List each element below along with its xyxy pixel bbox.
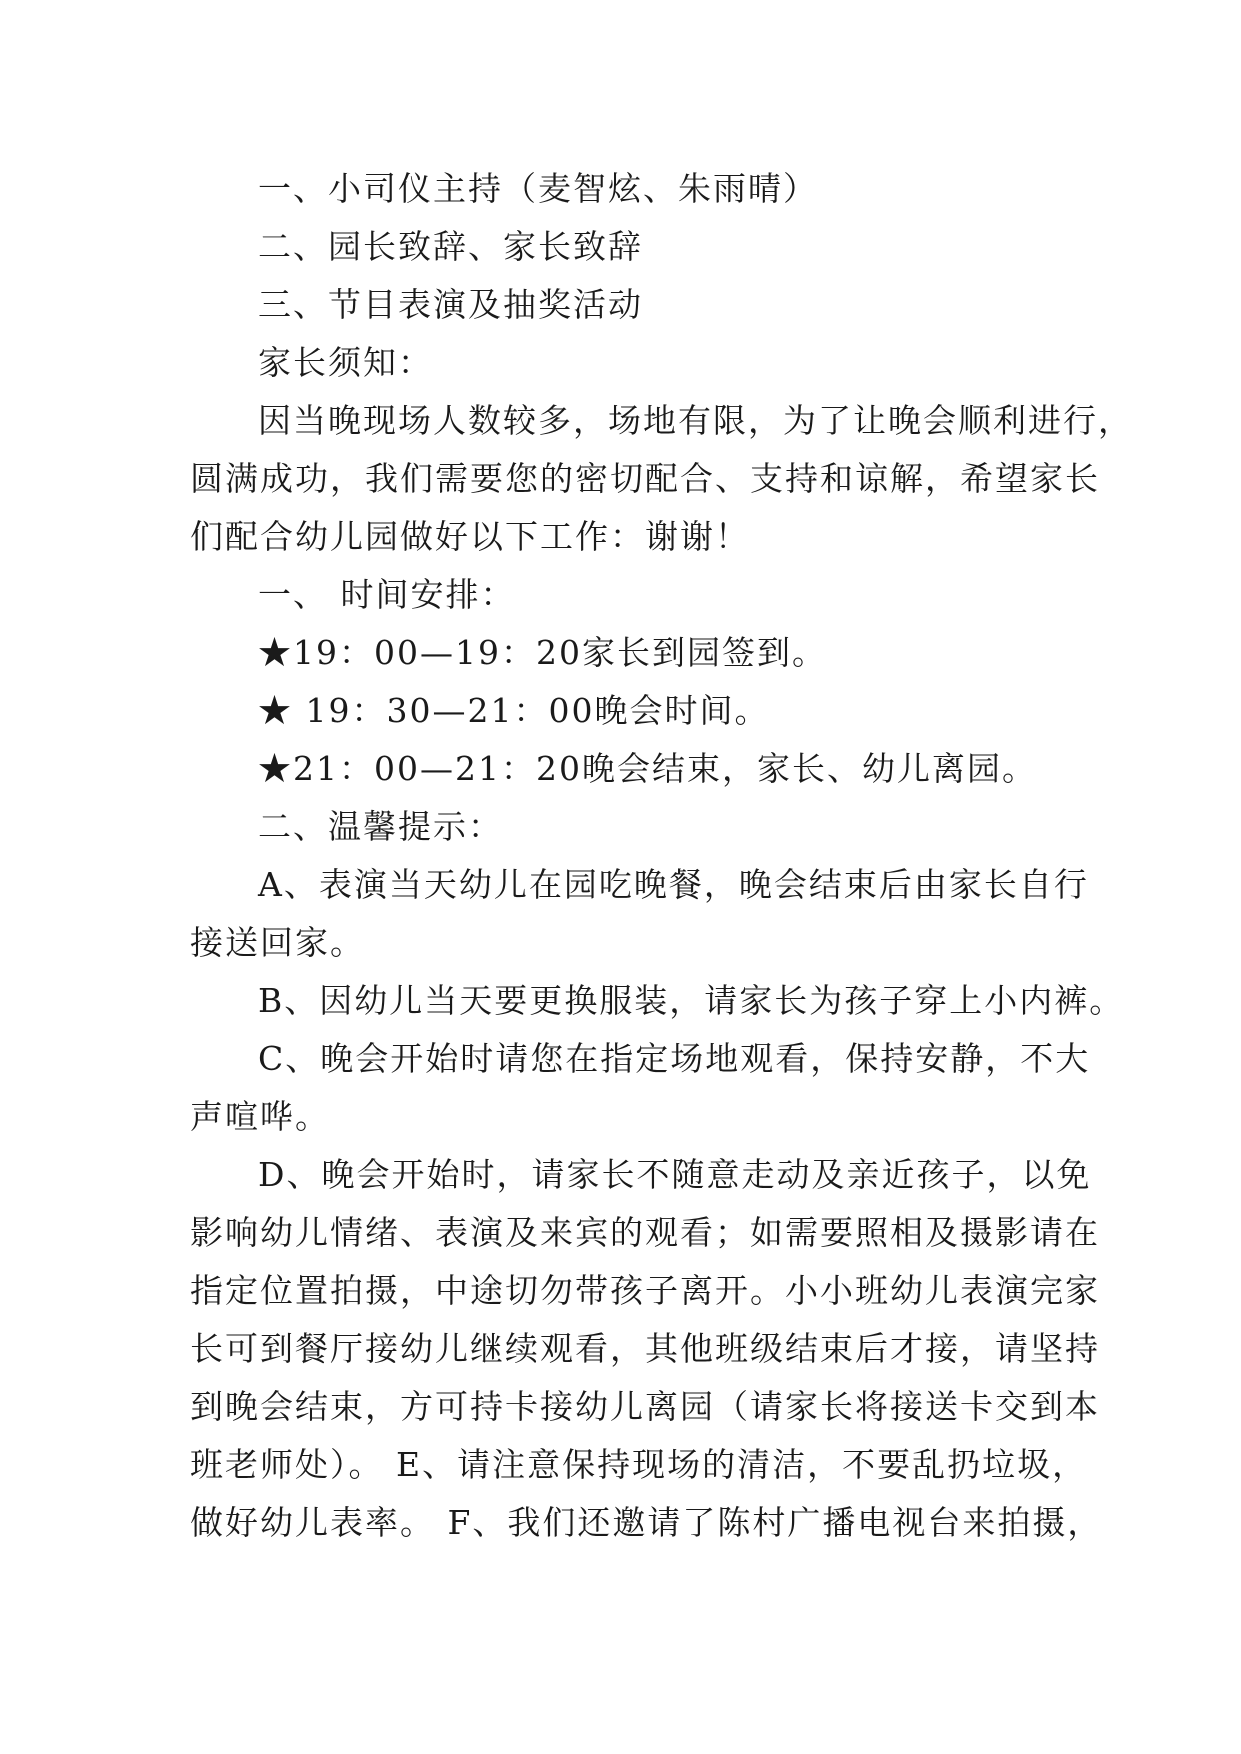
paragraph-line: 因当晚现场人数较多，场地有限，为了让晚会顺利进行， [258,401,1133,440]
schedule-item: ★21：00—21：20晚会结束，家长、幼儿离园。 [258,749,1037,788]
section-heading-tips: 二、温馨提示： [258,807,503,846]
tip-b-line: B、因幼儿当天要更换服装，请家长为孩子穿上小内裤。 [258,981,1125,1020]
tip-c-line: C、晚会开始时请您在指定场地观看，保持安静，不大 [258,1039,1091,1078]
tip-d-line: 到晚会结束，方可持卡接幼儿离园（请家长将接送卡交到本 [190,1387,1100,1426]
paragraph-line: 们配合幼儿园做好以下工作：谢谢！ [190,517,750,556]
tip-d-line: D、晚会开始时，请家长不随意走动及亲近孩子，以免 [258,1155,1092,1194]
paragraph-line: 圆满成功，我们需要您的密切配合、支持和谅解，希望家长 [190,459,1100,498]
program-item-host: 一、小司仪主持（麦智炫、朱雨晴） [258,169,818,208]
program-item-speeches: 二、园长致辞、家长致辞 [258,227,643,266]
tip-c-line: 声喧哗。 [190,1097,330,1136]
section-heading-schedule: 一、 时间安排： [258,575,516,614]
tip-d-line: 影响幼儿情绪、表演及来宾的观看；如需要照相及摄影请在 [190,1213,1100,1252]
tip-d-e-line: 班老师处）。 E、请注意保持现场的清洁，不要乱扔垃圾， [190,1445,1088,1484]
program-item-performance: 三、节目表演及抽奖活动 [258,285,643,324]
tip-d-line: 指定位置拍摄，中途切勿带孩子离开。小小班幼儿表演完家 [190,1271,1100,1310]
schedule-item: ★ 19：30—21：00晚会时间。 [258,691,770,730]
tip-e-f-line: 做好幼儿表率。 F、我们还邀请了陈村广播电视台来拍摄， [190,1503,1103,1542]
document-body [190,160,1133,1552]
tip-a-line: 接送回家。 [190,923,365,962]
schedule-item: ★19：00—19：20家长到园签到。 [258,633,827,672]
tip-a-line: A、表演当天幼儿在园吃晚餐，晚会结束后由家长自行 [258,865,1089,904]
section-heading-parent-notice: 家长须知： [258,343,433,382]
tip-d-line: 长可到餐厅接幼儿继续观看，其他班级结束后才接，请坚持 [190,1329,1100,1368]
